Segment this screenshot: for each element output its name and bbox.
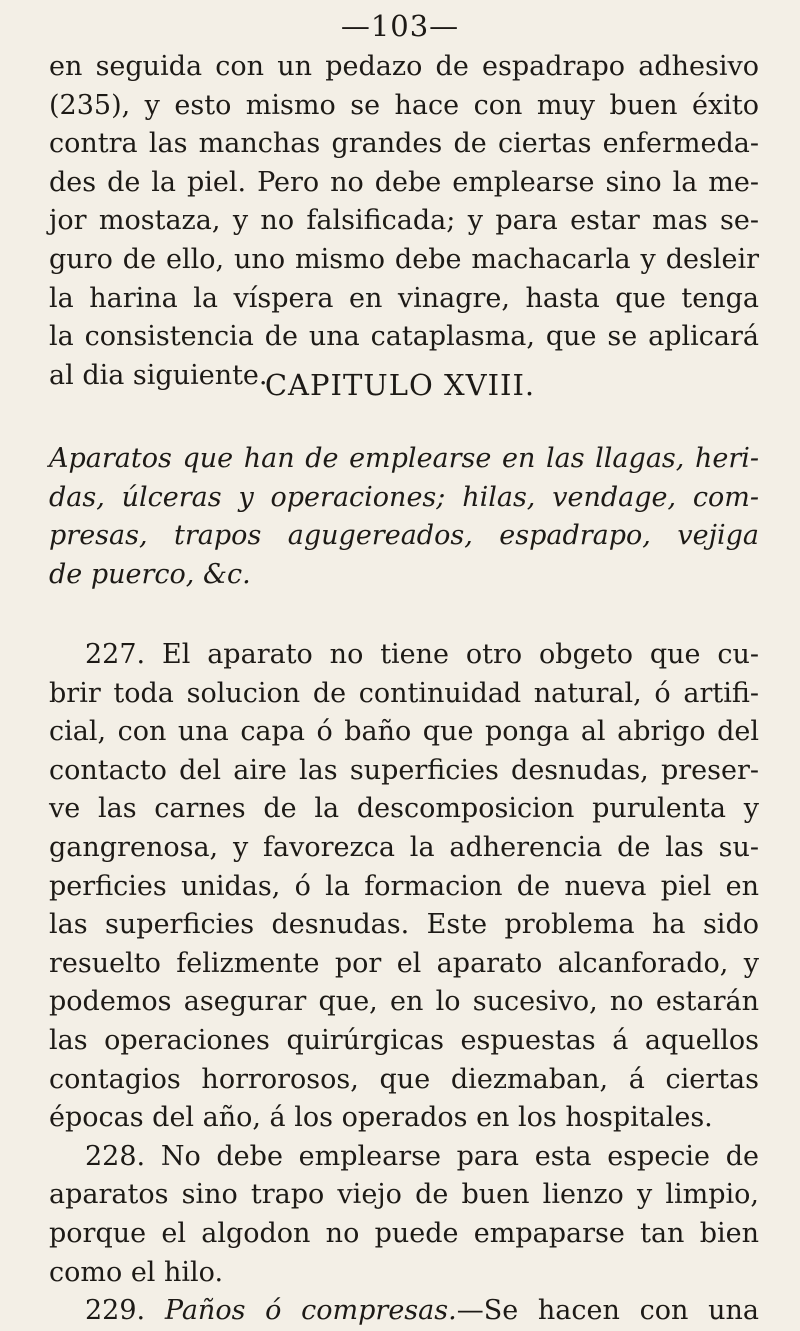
text-line: 227. El aparato no tiene otro obgeto que cu- bbox=[85, 639, 759, 670]
text-line: épocas del año, á los operados en los hospitales. bbox=[49, 1102, 713, 1134]
subtitle-line: de puerco, &c. bbox=[49, 558, 251, 590]
text-line: ve las carnes de la descomposicion purulenta y bbox=[49, 793, 759, 825]
text-line: porque el algodon no puede empaparse tan bien bbox=[49, 1217, 759, 1249]
text-line: jor mostaza, y no falsificada; y para estar mas se- bbox=[49, 205, 759, 237]
text-line: perficies unidas, ó la formacion de nueva piel en bbox=[49, 870, 759, 902]
subtitle-line: das, úlceras y operaciones; hilas, vendage, com- bbox=[49, 481, 759, 513]
paragraph-227 bbox=[49, 636, 759, 1331]
text-line: podemos asegurar que, en lo sucesivo, no estarán bbox=[49, 986, 759, 1018]
paragraph-text: —Se hacen con una bbox=[456, 1295, 760, 1327]
text-line: contra las manchas grandes de ciertas enfermeda- bbox=[49, 128, 759, 160]
text-line: (235), y esto mismo se hace con muy buen éxito bbox=[49, 89, 759, 121]
paragraph-number: 229. bbox=[85, 1295, 146, 1327]
text-line: la consistencia de una cataplasma, que se aplicará bbox=[49, 321, 759, 353]
text-line: al dia siguiente. bbox=[49, 359, 268, 391]
text-line: como el hilo. bbox=[49, 1256, 224, 1288]
text-line: aparatos sino trapo viejo de buen lienzo y limpio, bbox=[49, 1179, 759, 1211]
text-line: en seguida con un pedazo de espadrapo adhesivo bbox=[49, 51, 759, 82]
text-line: contagios horrorosos, que diezmaban, á ciertas bbox=[49, 1063, 759, 1095]
text-line: la harina la víspera en vinagre, hasta que tenga bbox=[49, 282, 759, 314]
paragraph-229-line bbox=[49, 1292, 759, 1331]
text-line: brir toda solucion de continuidad natural, ó artifi- bbox=[49, 677, 759, 709]
subtitle-line: presas, trapos agugereados, espadrapo, vejiga bbox=[49, 520, 759, 552]
page-number: —103— bbox=[340, 9, 460, 43]
text-line: contacto del aire las superficies desnudas, preser- bbox=[49, 754, 759, 786]
text-line: cial, con una capa ó baño que ponga al abrigo del bbox=[49, 716, 759, 748]
text-line: gangrenosa, y favorezca la adherencia de las su- bbox=[49, 831, 759, 863]
text-line: resuelto felizmente por el aparato alcanforado, y bbox=[49, 947, 759, 979]
text-line: 228. No debe emplearse para esta especie de bbox=[85, 1140, 759, 1172]
chapter-heading: CAPITULO XVIII. bbox=[264, 368, 536, 402]
chapter-subtitle bbox=[49, 440, 759, 594]
text-line: las operaciones quirúrgicas espuestas á aquellos bbox=[49, 1024, 759, 1056]
text-line: des de la piel. Pero no debe emplearse sino la me- bbox=[49, 166, 759, 198]
text-line: guro de ello, uno mismo debe machacarla y desleir bbox=[49, 243, 759, 275]
subtitle-line: Aparatos que han de emplearse en las llagas, heri- bbox=[49, 443, 759, 474]
text-line: las superficies desnudas. Este problema ha sido bbox=[49, 909, 759, 941]
intro-paragraph bbox=[49, 48, 759, 395]
paragraph-title: Paños ó compresas. bbox=[164, 1295, 457, 1327]
